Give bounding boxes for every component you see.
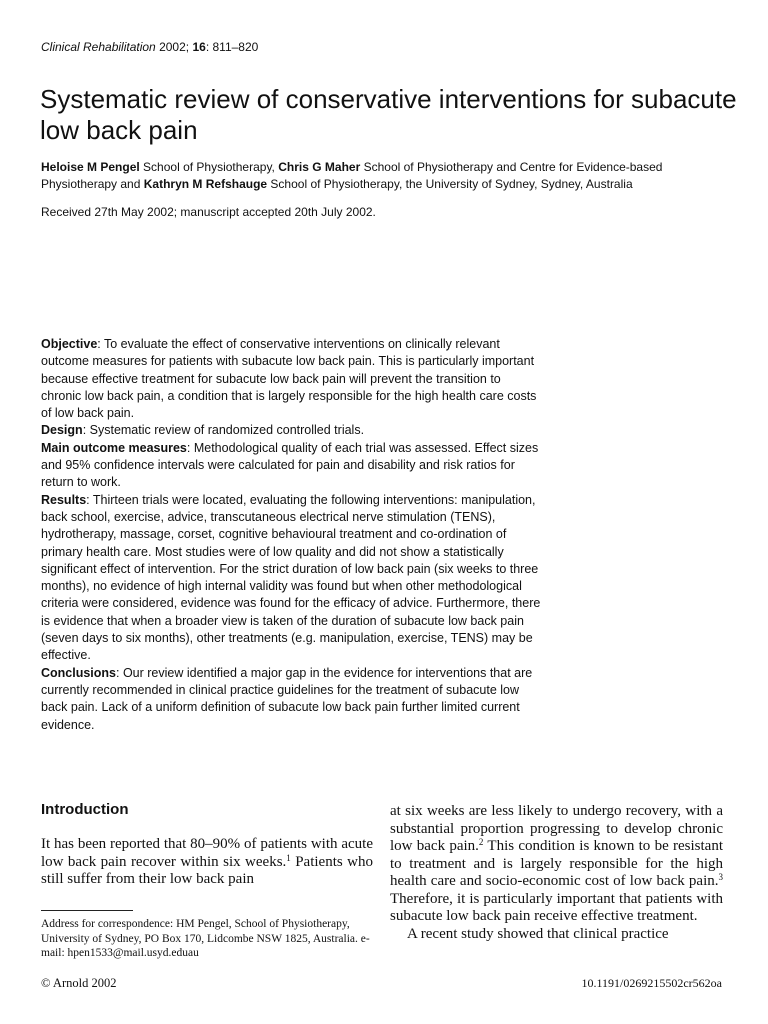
body-text: A recent study showed that clinical practice xyxy=(407,925,669,942)
abstract-label: Objective xyxy=(41,337,98,351)
abstract-text: : To evaluate the effect of conservative interventions on clinically relevant outcome measures for patients with subacute low back pain. This is particularly important because effective treatment for subacute low back pain will prevent the transition to chronic low back pain, a condition that is largely responsible for the high health care costs of low back pain. xyxy=(41,337,537,421)
journal-pages: : 811–820 xyxy=(205,40,259,54)
abstract-text: : Methodological quality of each trial was assessed. Effect sizes and 95% confidence intervals were calculated for pain and disability and risk ratios for return to work. xyxy=(41,440,539,490)
journal-volume: 16 xyxy=(192,40,206,54)
author-name: Chris G Maher xyxy=(278,160,361,174)
abstract-text: : Thirteen trials were located, evaluating the following interventions: manipulation, back school, exercise, advice, transcutaneous electrical nerve stimulation (TENS), hydrotherapy, massage, corset, cognitive behavioural treatment and co-ordination of primary health care. Most studies were of low quality and did not show a statistically significant effect of intervention. For the strict duration of low back pain (six weeks to three months), no evidence of high internal validity was found but when other methodological criteria were considered, evidence was found for the efficacy of advice. Furthermore, there is evidence that when a broader view is taken of the duration of subacute low back pain (seven days to six months), other treatments (e.g. manipulation, exercise, TENS) may be effective. xyxy=(41,492,541,663)
author-name: Kathryn M Refshauge xyxy=(143,176,268,191)
author-affiliation: School of Physiotherapy, the University of Sydney, Sydney, Australia xyxy=(267,176,633,191)
author-affiliation: School of Physiotherapy, xyxy=(139,160,279,174)
abstract-label: Conclusions xyxy=(41,665,117,680)
abstract-label: Design xyxy=(41,423,83,438)
journal-name: Clinical Rehabilitation xyxy=(41,40,156,54)
article-title: Systematic review of conservative interventions for subacute low back pain xyxy=(40,84,737,145)
citation-ref: 3 xyxy=(718,872,723,882)
abstract-label: Results xyxy=(41,492,87,507)
intro-paragraph-right xyxy=(390,803,723,943)
journal-citation xyxy=(41,40,258,54)
abstract-text: : Systematic review of randomized controlled trials. xyxy=(82,423,365,438)
body-text: Patients who still suffer from their low back pain xyxy=(41,853,373,887)
body-text: It has been reported that 80–90% of patients with acute low back pain recover within six weeks. xyxy=(41,836,373,870)
citation-ref: 1 xyxy=(286,852,291,863)
body-text: at six weeks are less likely to undergo recovery, with a substantial proportion progressing to develop chronic low back pain. xyxy=(390,803,723,854)
abstract-section xyxy=(41,665,541,734)
abstract-section xyxy=(41,440,541,492)
received-dates: Received 27th May 2002; manuscript accepted 20th July 2002. xyxy=(41,205,376,219)
doi: 10.1191/0269215502cr562oa xyxy=(581,976,722,990)
abstract-section xyxy=(41,422,541,439)
intro-paragraph-left xyxy=(41,836,373,889)
abstract-label: Main outcome measures xyxy=(41,440,187,455)
author-affiliation: School of Physiotherapy and Centre for Evidence-based Physiotherapy and xyxy=(41,160,663,191)
abstract xyxy=(41,336,541,734)
section-heading: Introduction xyxy=(41,801,129,818)
body-text: This condition is known to be resistant to treatment and is largely responsible for the high health care and socio-economic cost of low back pain. xyxy=(390,838,723,889)
copyright-notice: © Arnold 2002 xyxy=(41,976,117,990)
body-text: Therefore, it is particularly important that patients with subacute low back pain receive effective treatment. xyxy=(390,890,723,924)
journal-year: 2002; xyxy=(159,40,190,54)
correspondence-footnote: Address for correspondence: HM Pengel, School of Physiotherapy, University of Sydney, PO Box 170, Lidcombe NSW 1825, Australia. e-mail: hpen1533@mail.usyd.eduau xyxy=(41,918,370,959)
citation-ref: 2 xyxy=(478,837,484,847)
abstract-section xyxy=(41,336,541,422)
author-list xyxy=(41,159,741,192)
footnote-divider xyxy=(41,910,133,911)
abstract-text: : Our review identified a major gap in the evidence for interventions that are currently recommended in clinical practice guidelines for the treatment of subacute low back pain. Lack of a uniform definition of subacute low back pain further limited current evidence. xyxy=(41,665,533,732)
abstract-section xyxy=(41,492,541,665)
author-name: Heloise M Pengel xyxy=(41,160,140,174)
